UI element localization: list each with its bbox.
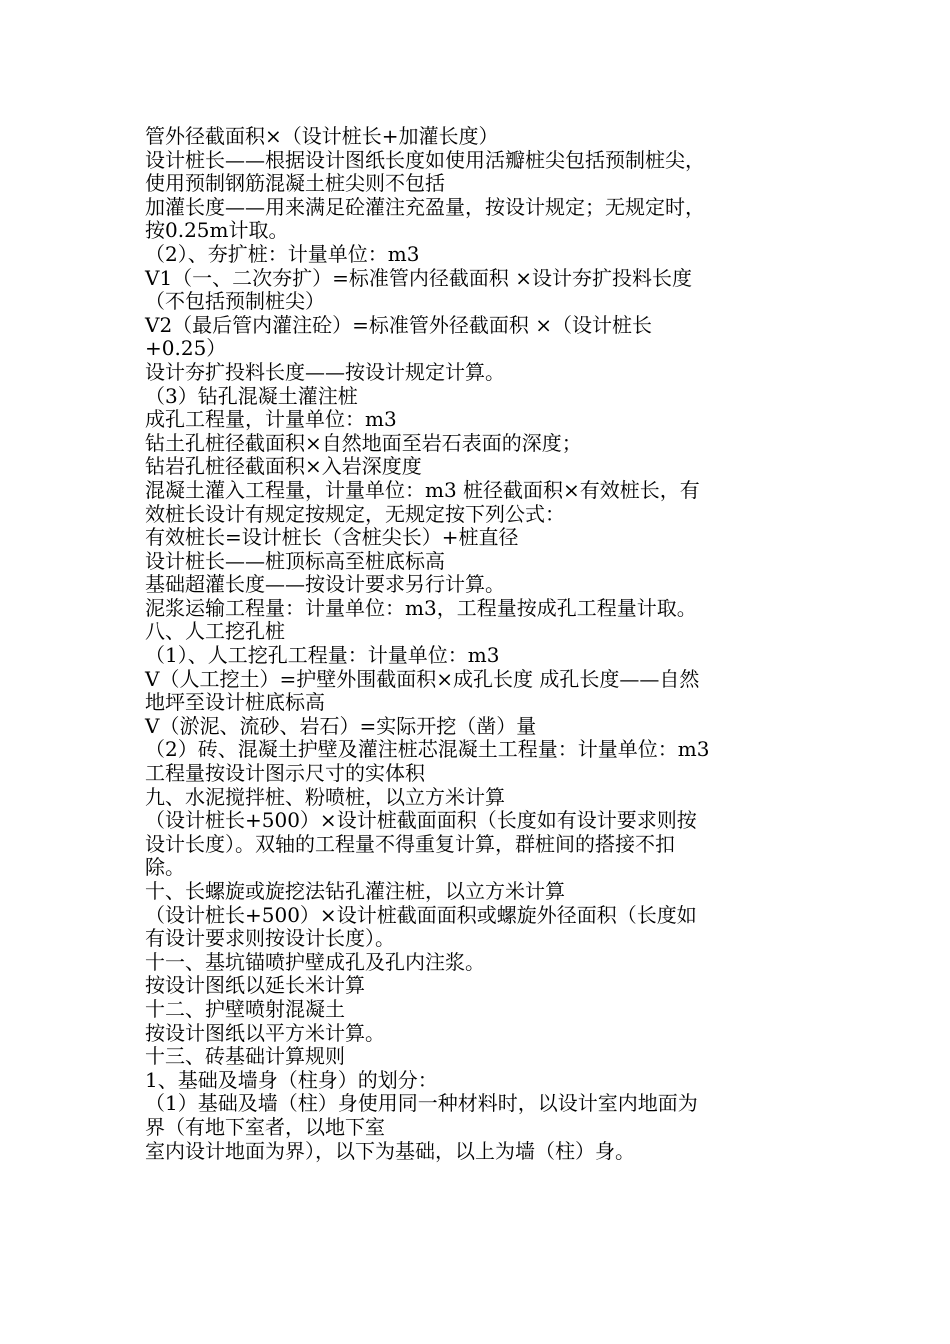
- text-line: 室内设计地面为界），以下为基础，以上为墙（柱）身。: [145, 1138, 635, 1163]
- text-line: 九、水泥搅拌桩、粉喷桩，以立方米计算: [145, 784, 505, 809]
- text-line: 设计桩长——根据设计图纸长度如使用活瓣桩尖包括预制桩尖，: [145, 147, 705, 172]
- text-line: （3）钻孔混凝土灌注桩: [145, 383, 358, 408]
- text-line: 设计桩长——桩顶标高至桩底标高: [145, 548, 445, 573]
- text-line: 按设计图纸以延长米计算: [145, 973, 365, 998]
- text-line: 1、基础及墙身（柱身）的划分：: [145, 1067, 438, 1092]
- text-line: （不包括预制桩尖）: [145, 289, 325, 314]
- text-line: 工程量按设计图示尺寸的实体积: [145, 761, 425, 786]
- text-line: （2）、夯扩桩：计量单位：m3: [145, 241, 420, 266]
- text-line: （1）、人工挖孔工程量：计量单位：m3: [145, 643, 500, 668]
- text-line: 效桩长设计有规定按规定，无规定按下列公式：: [145, 501, 565, 526]
- text-line: 钻岩孔桩径截面积×入岩深度度: [145, 454, 422, 479]
- text-line: V（淤泥、流砂、岩石）=实际开挖（凿）量: [145, 713, 537, 738]
- text-line: 管外径截面积×（设计桩长+加灌长度）: [145, 124, 499, 148]
- text-line: 钻土孔桩径截面积×自然地面至岩石表面的深度；: [145, 430, 582, 455]
- text-line: 有效桩长=设计桩长（含桩尖长）+桩直径: [145, 525, 519, 550]
- text-line: 设计长度）。双轴的工程量不得重复计算，群桩间的搭接不扣: [145, 831, 675, 856]
- text-line: （设计桩长+500）×设计桩截面面积或螺旋外径面积（长度如: [145, 902, 697, 927]
- text-line: 混凝土灌入工程量，计量单位：m3 桩径截面积×有效桩长，有: [145, 477, 700, 502]
- text-line: +0.25）: [145, 336, 227, 361]
- text-line: 十、长螺旋或旋挖法钻孔灌注桩，以立方米计算: [145, 879, 565, 903]
- text-line: 界（有地下室者，以地下室: [145, 1114, 385, 1139]
- text-line: 按设计图纸以平方米计算。: [145, 1020, 385, 1045]
- text-line: 有设计要求则按设计长度）。: [145, 926, 395, 951]
- text-line: V1（一、二次夯扩）=标准管内径截面积 ×设计夯扩投料长度: [145, 265, 693, 290]
- text-line: （1）基础及墙（柱）身使用同一种材料时，以设计室内地面为: [145, 1091, 698, 1116]
- text-line: 按0.25m计取。: [145, 218, 289, 243]
- text-line: （2）砖、混凝土护壁及灌注桩芯混凝土工程量：计量单位：m3: [145, 737, 710, 762]
- text-line: 使用预制钢筋混凝土桩尖则不包括: [145, 171, 445, 196]
- text-line: V（人工挖土）=护壁外围截面积×成孔长度 成孔长度——自然: [145, 666, 700, 691]
- text-line: V2（最后管内灌注砼）=标准管外径截面积 ×（设计桩长: [145, 312, 653, 337]
- text-line: 泥浆运输工程量：计量单位：m3，工程量按成孔工程量计取。: [145, 595, 697, 620]
- text-line: 八、人工挖孔桩: [145, 619, 285, 644]
- text-line: 加灌长度——用来满足砼灌注充盈量，按设计规定；无规定时，: [145, 194, 705, 219]
- text-line: 十二、护壁喷射混凝土: [145, 996, 345, 1021]
- text-line: 成孔工程量，计量单位：m3: [145, 407, 397, 432]
- document-body: [145, 125, 810, 1163]
- text-line: 地坪至设计桩底标高: [145, 690, 325, 715]
- text-line: 十一、基坑锚喷护壁成孔及孔内注浆。: [145, 949, 485, 974]
- text-line: （设计桩长+500）×设计桩截面面积（长度如有设计要求则按: [145, 808, 697, 833]
- text-line: 设计夯扩投料长度——按设计规定计算。: [145, 359, 505, 384]
- text-line: 十三、砖基础计算规则: [145, 1044, 345, 1069]
- text-line: 基础超灌长度——按设计要求另行计算。: [145, 572, 505, 597]
- text-line: 除。: [145, 855, 185, 880]
